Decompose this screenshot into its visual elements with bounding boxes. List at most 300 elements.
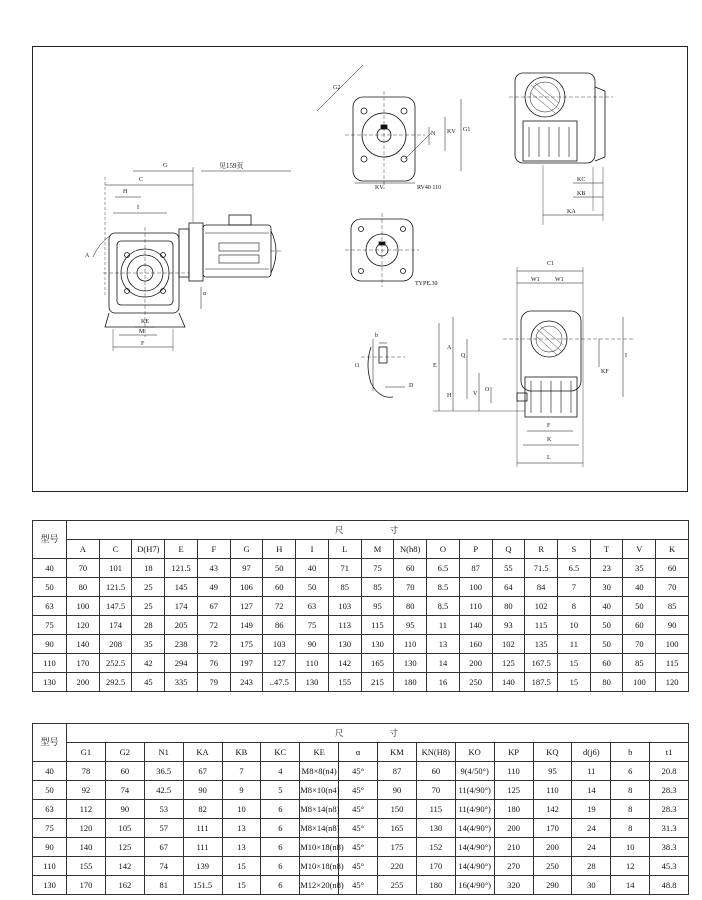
value-cell: 175 xyxy=(230,635,263,654)
value-cell: 90 xyxy=(183,781,222,800)
value-cell: 24 xyxy=(572,819,611,838)
value-cell: 127 xyxy=(230,597,263,616)
value-cell: 12 xyxy=(611,857,650,876)
value-cell: 35 xyxy=(623,559,656,578)
table2-col-header: KO xyxy=(455,743,494,762)
value-cell: 70 xyxy=(623,635,656,654)
value-cell: 113 xyxy=(328,616,361,635)
value-cell: 200 xyxy=(494,819,533,838)
value-cell: 100 xyxy=(67,597,100,616)
value-cell: 130 xyxy=(416,819,455,838)
value-cell: 23 xyxy=(590,559,623,578)
keyway-section-view xyxy=(361,339,405,397)
value-cell: 50 xyxy=(623,597,656,616)
value-cell: M10×18(n8) xyxy=(300,838,339,857)
dim-label-v: V xyxy=(473,391,478,397)
table-row xyxy=(33,616,689,635)
table1-column-headers xyxy=(33,540,689,559)
value-cell: 111 xyxy=(183,838,222,857)
table-row xyxy=(33,762,689,781)
table1-col-header: L xyxy=(328,540,361,559)
value-cell: 208 xyxy=(99,635,132,654)
value-cell: 11(4/90°) xyxy=(455,800,494,819)
value-cell: 18 xyxy=(132,559,165,578)
value-cell: 92 xyxy=(67,781,106,800)
value-cell: 87 xyxy=(459,559,492,578)
dim-label-t1: t1 xyxy=(355,363,360,369)
table-row xyxy=(33,781,689,800)
value-cell: 11 xyxy=(427,616,460,635)
value-cell: 43 xyxy=(197,559,230,578)
value-cell: 8 xyxy=(611,800,650,819)
value-cell: 110 xyxy=(296,654,329,673)
value-cell: 205 xyxy=(165,616,198,635)
value-cell: 11 xyxy=(558,635,591,654)
value-cell: 40 xyxy=(623,578,656,597)
value-cell: 20.8 xyxy=(650,762,689,781)
value-cell: 130 xyxy=(394,654,427,673)
value-cell: 8.5 xyxy=(427,578,460,597)
value-cell: 14(4/90°) xyxy=(455,838,494,857)
value-cell: 215 xyxy=(361,673,394,692)
value-cell: 100 xyxy=(623,673,656,692)
table-row xyxy=(33,673,689,692)
value-cell: 250 xyxy=(459,673,492,692)
value-cell: 125 xyxy=(494,781,533,800)
dim-label-f-front: F xyxy=(547,423,551,429)
model-cell: 40 xyxy=(33,762,67,781)
variant-label-rv40: RV40 110 xyxy=(417,185,442,191)
value-cell: 45° xyxy=(339,819,378,838)
dim-label-ke: KE xyxy=(141,319,149,325)
value-cell: 110 xyxy=(459,597,492,616)
value-cell: 70 xyxy=(394,578,427,597)
table2-col-header: d(j6) xyxy=(572,743,611,762)
dim-label-d: D xyxy=(409,383,414,389)
dimension-table-2 xyxy=(32,723,689,895)
value-cell: M8×10(n4) xyxy=(300,781,339,800)
dim-label-kv: KV xyxy=(447,129,456,135)
value-cell: 15 xyxy=(558,673,591,692)
value-cell: 71.5 xyxy=(525,559,558,578)
dim-label-m: M xyxy=(139,329,145,335)
value-cell: 84 xyxy=(525,578,558,597)
value-cell: 111 xyxy=(183,819,222,838)
value-cell: 238 xyxy=(165,635,198,654)
value-cell: 8 xyxy=(611,819,650,838)
value-cell: 25 xyxy=(132,597,165,616)
value-cell: M8×8(n4) xyxy=(300,762,339,781)
value-cell: 70 xyxy=(67,559,100,578)
dim-label-w1-left: W1 xyxy=(531,277,540,283)
value-cell: 10 xyxy=(611,838,650,857)
value-cell: 75 xyxy=(296,616,329,635)
value-cell: 35 xyxy=(132,635,165,654)
value-cell: 255 xyxy=(378,876,417,895)
value-cell: 15 xyxy=(222,876,261,895)
value-cell: 115 xyxy=(361,616,394,635)
value-cell: 155 xyxy=(328,673,361,692)
table1-model-header: 型号 xyxy=(33,521,67,559)
model-cell: 130 xyxy=(33,876,67,895)
value-cell: 180 xyxy=(494,800,533,819)
value-cell: 81 xyxy=(144,876,183,895)
gearbox-end-view xyxy=(509,73,613,225)
value-cell: 45° xyxy=(339,762,378,781)
value-cell: 75 xyxy=(361,559,394,578)
value-cell: 60 xyxy=(263,578,296,597)
value-cell: 10 xyxy=(222,800,261,819)
dim-label-alpha: α xyxy=(203,291,207,297)
value-cell: 250 xyxy=(533,857,572,876)
table-row xyxy=(33,876,689,895)
value-cell: 72 xyxy=(197,616,230,635)
value-cell: 45 xyxy=(132,673,165,692)
dim-label-k: K xyxy=(547,437,552,443)
value-cell: 90 xyxy=(378,781,417,800)
value-cell: 127 xyxy=(263,654,296,673)
value-cell: 120 xyxy=(67,616,100,635)
value-cell: 5 xyxy=(261,781,300,800)
model-cell: 130 xyxy=(33,673,67,692)
value-cell: 40 xyxy=(590,597,623,616)
value-cell: 55 xyxy=(492,559,525,578)
value-cell: 7 xyxy=(222,762,261,781)
table1-col-header: C xyxy=(99,540,132,559)
table1-body xyxy=(33,559,689,692)
value-cell: 120 xyxy=(67,819,106,838)
table1-col-header: D(H7) xyxy=(132,540,165,559)
value-cell: 14 xyxy=(611,876,650,895)
value-cell: 170 xyxy=(533,819,572,838)
dim-label-b: b xyxy=(375,333,378,339)
table1-col-header: K xyxy=(656,540,689,559)
value-cell: 90 xyxy=(296,635,329,654)
dim-label-ev: KV xyxy=(375,185,384,191)
model-cell: 63 xyxy=(33,597,67,616)
flange-view-type30 xyxy=(345,213,419,287)
value-cell: 6 xyxy=(261,819,300,838)
value-cell: 76 xyxy=(197,654,230,673)
table2-col-header: b xyxy=(611,743,650,762)
model-cell: 75 xyxy=(33,616,67,635)
value-cell: 115 xyxy=(416,800,455,819)
note-page-reference: 见159页 xyxy=(219,162,244,170)
value-cell: 200 xyxy=(459,654,492,673)
value-cell: 30 xyxy=(572,876,611,895)
value-cell: 142 xyxy=(328,654,361,673)
table2-col-header: α xyxy=(339,743,378,762)
value-cell: 40 xyxy=(296,559,329,578)
dim-label-i: I xyxy=(137,205,139,211)
value-cell: 28 xyxy=(572,857,611,876)
dim-label-q: Q xyxy=(461,353,466,359)
value-cell: 142 xyxy=(105,857,144,876)
table-row xyxy=(33,654,689,673)
table1-col-header: H xyxy=(263,540,296,559)
value-cell: 243 xyxy=(230,673,263,692)
value-cell: 6.5 xyxy=(558,559,591,578)
dim-label-g1: G1 xyxy=(463,127,471,133)
table2-col-header: t1 xyxy=(650,743,689,762)
value-cell: 102 xyxy=(525,597,558,616)
value-cell: 15 xyxy=(222,857,261,876)
value-cell: 53 xyxy=(144,800,183,819)
value-cell: 60 xyxy=(105,762,144,781)
value-cell: ..47.5 xyxy=(263,673,296,692)
value-cell: 74 xyxy=(144,857,183,876)
value-cell: 13 xyxy=(427,635,460,654)
table2-col-header: KQ xyxy=(533,743,572,762)
value-cell: 139 xyxy=(183,857,222,876)
value-cell: 151.5 xyxy=(183,876,222,895)
dimension-table-1 xyxy=(32,520,689,692)
value-cell: 292.5 xyxy=(99,673,132,692)
value-cell: 252.5 xyxy=(99,654,132,673)
value-cell: 115 xyxy=(525,616,558,635)
dim-label-f: F xyxy=(141,341,145,347)
value-cell: 140 xyxy=(459,616,492,635)
value-cell: 11(4/90°) xyxy=(455,781,494,800)
dim-label-l: L xyxy=(547,455,551,461)
value-cell: 320 xyxy=(494,876,533,895)
table1-col-header: V xyxy=(623,540,656,559)
value-cell: 67 xyxy=(197,597,230,616)
table1-col-header: E xyxy=(165,540,198,559)
value-cell: 24 xyxy=(572,838,611,857)
value-cell: 80 xyxy=(67,578,100,597)
table1-col-header: P xyxy=(459,540,492,559)
value-cell: 6 xyxy=(261,876,300,895)
dim-label-c: C xyxy=(139,177,144,183)
value-cell: 85 xyxy=(656,597,689,616)
value-cell: 115 xyxy=(656,654,689,673)
value-cell: 100 xyxy=(459,578,492,597)
value-cell: 85 xyxy=(623,654,656,673)
value-cell: 85 xyxy=(328,578,361,597)
value-cell: 200 xyxy=(67,673,100,692)
table2-super-header: 尺 寸 xyxy=(67,724,689,743)
value-cell: 6 xyxy=(261,857,300,876)
dim-label-o: O xyxy=(485,387,490,393)
value-cell: 125 xyxy=(492,654,525,673)
table-row xyxy=(33,819,689,838)
value-cell: 80 xyxy=(590,673,623,692)
value-cell: 155 xyxy=(67,857,106,876)
value-cell: 4 xyxy=(261,762,300,781)
value-cell: 50 xyxy=(296,578,329,597)
table-row xyxy=(33,578,689,597)
value-cell: 335 xyxy=(165,673,198,692)
value-cell: 162 xyxy=(105,876,144,895)
value-cell: 165 xyxy=(378,819,417,838)
value-cell: 130 xyxy=(296,673,329,692)
value-cell: 105 xyxy=(105,819,144,838)
table2-col-header: KP xyxy=(494,743,533,762)
dim-label-w1-right: W1 xyxy=(555,277,564,283)
table1-col-header: N(h8) xyxy=(394,540,427,559)
table2-col-header: KC xyxy=(261,743,300,762)
value-cell: 80 xyxy=(492,597,525,616)
value-cell: 120 xyxy=(656,673,689,692)
dim-label-n: N xyxy=(431,131,436,137)
value-cell: 42 xyxy=(132,654,165,673)
value-cell: 30 xyxy=(590,578,623,597)
model-cell: 75 xyxy=(33,819,67,838)
table-row xyxy=(33,559,689,578)
value-cell: 67 xyxy=(183,762,222,781)
value-cell: 270 xyxy=(494,857,533,876)
value-cell: 50 xyxy=(590,616,623,635)
value-cell: 8.5 xyxy=(427,597,460,616)
dim-label-kb: KB xyxy=(577,191,586,197)
value-cell: 200 xyxy=(533,838,572,857)
value-cell: 6 xyxy=(261,838,300,857)
drawing-linework xyxy=(33,47,689,493)
value-cell: 110 xyxy=(494,762,533,781)
value-cell: 103 xyxy=(263,635,296,654)
table1-col-header: M xyxy=(361,540,394,559)
value-cell: 106 xyxy=(230,578,263,597)
table1-col-header: Q xyxy=(492,540,525,559)
value-cell: 63 xyxy=(296,597,329,616)
flange-view-rv40 xyxy=(317,65,461,189)
value-cell: 102 xyxy=(492,635,525,654)
technical-drawing xyxy=(32,46,688,492)
value-cell: 70 xyxy=(416,781,455,800)
value-cell: 10 xyxy=(558,616,591,635)
table2-col-header: G1 xyxy=(67,743,106,762)
value-cell: 42.5 xyxy=(144,781,183,800)
dim-label-h-front: H xyxy=(447,393,452,399)
table1-col-header: R xyxy=(525,540,558,559)
value-cell: 95 xyxy=(361,597,394,616)
table2-col-header: KN(H8) xyxy=(416,743,455,762)
value-cell: 16(4/90°) xyxy=(455,876,494,895)
value-cell: 6 xyxy=(261,800,300,819)
gearbox-front-view xyxy=(433,267,633,467)
dim-label-ka: KA xyxy=(567,209,576,215)
value-cell: 13 xyxy=(222,838,261,857)
value-cell: 140 xyxy=(67,838,106,857)
dim-label-i-front: I xyxy=(625,353,627,359)
value-cell: 90 xyxy=(105,800,144,819)
value-cell: 16 xyxy=(427,673,460,692)
dim-label-h: H xyxy=(123,189,128,195)
value-cell: 140 xyxy=(492,673,525,692)
table-row xyxy=(33,857,689,876)
dim-label-c1: C1 xyxy=(547,261,555,267)
model-cell: 90 xyxy=(33,838,67,857)
model-cell: 110 xyxy=(33,654,67,673)
value-cell: 48.8 xyxy=(650,876,689,895)
model-cell: 63 xyxy=(33,800,67,819)
value-cell: 197 xyxy=(230,654,263,673)
table-row xyxy=(33,838,689,857)
value-cell: 60 xyxy=(656,559,689,578)
model-cell: 40 xyxy=(33,559,67,578)
value-cell: 60 xyxy=(394,559,427,578)
value-cell: 78 xyxy=(67,762,106,781)
model-cell: 90 xyxy=(33,635,67,654)
value-cell: 174 xyxy=(99,616,132,635)
value-cell: 210 xyxy=(494,838,533,857)
value-cell: 28.3 xyxy=(650,800,689,819)
value-cell: 36.5 xyxy=(144,762,183,781)
value-cell: 6.5 xyxy=(427,559,460,578)
value-cell: 175 xyxy=(378,838,417,857)
dim-label-kc: KC xyxy=(577,177,586,183)
value-cell: 11 xyxy=(572,762,611,781)
table1-super-header: 尺 寸 xyxy=(67,521,689,540)
value-cell: 45.3 xyxy=(650,857,689,876)
value-cell: 14(4/90°) xyxy=(455,857,494,876)
value-cell: 101 xyxy=(99,559,132,578)
value-cell: 60 xyxy=(416,762,455,781)
value-cell: 57 xyxy=(144,819,183,838)
value-cell: 45° xyxy=(339,876,378,895)
value-cell: 180 xyxy=(416,876,455,895)
value-cell: 60 xyxy=(623,616,656,635)
value-cell: 97 xyxy=(230,559,263,578)
table1-col-header: F xyxy=(197,540,230,559)
value-cell: 90 xyxy=(656,616,689,635)
value-cell: 152 xyxy=(416,838,455,857)
table-row xyxy=(33,635,689,654)
value-cell: 8 xyxy=(611,781,650,800)
value-cell: 82 xyxy=(183,800,222,819)
value-cell: 86 xyxy=(263,616,296,635)
value-cell: 19 xyxy=(572,800,611,819)
value-cell: 45° xyxy=(339,800,378,819)
value-cell: 6 xyxy=(611,762,650,781)
value-cell: 50 xyxy=(590,635,623,654)
value-cell: 170 xyxy=(416,857,455,876)
value-cell: 60 xyxy=(590,654,623,673)
value-cell: M10×18(n8) xyxy=(300,857,339,876)
value-cell: 145 xyxy=(165,578,198,597)
value-cell: 220 xyxy=(378,857,417,876)
value-cell: 170 xyxy=(67,876,106,895)
table-row xyxy=(33,800,689,819)
value-cell: 79 xyxy=(197,673,230,692)
table2-body xyxy=(33,762,689,895)
value-cell: 72 xyxy=(263,597,296,616)
value-cell: 28.3 xyxy=(650,781,689,800)
table2-col-header: KB xyxy=(222,743,261,762)
value-cell: 150 xyxy=(378,800,417,819)
value-cell: 80 xyxy=(394,597,427,616)
table2-model-header: 型号 xyxy=(33,724,67,762)
table2-column-headers xyxy=(33,743,689,762)
value-cell: 110 xyxy=(533,781,572,800)
table1-col-header: I xyxy=(296,540,329,559)
dim-label-g2: G2 xyxy=(333,85,341,91)
table1-col-header: G xyxy=(230,540,263,559)
value-cell: 28 xyxy=(132,616,165,635)
value-cell: 15 xyxy=(558,654,591,673)
value-cell: 14(4/90°) xyxy=(455,819,494,838)
value-cell: 13 xyxy=(222,819,261,838)
table1-col-header: A xyxy=(67,540,100,559)
value-cell: 125 xyxy=(105,838,144,857)
model-cell: 110 xyxy=(33,857,67,876)
value-cell: 87 xyxy=(378,762,417,781)
value-cell: 121.5 xyxy=(165,559,198,578)
table1-col-header: O xyxy=(427,540,460,559)
value-cell: 8 xyxy=(558,597,591,616)
value-cell: 140 xyxy=(67,635,100,654)
